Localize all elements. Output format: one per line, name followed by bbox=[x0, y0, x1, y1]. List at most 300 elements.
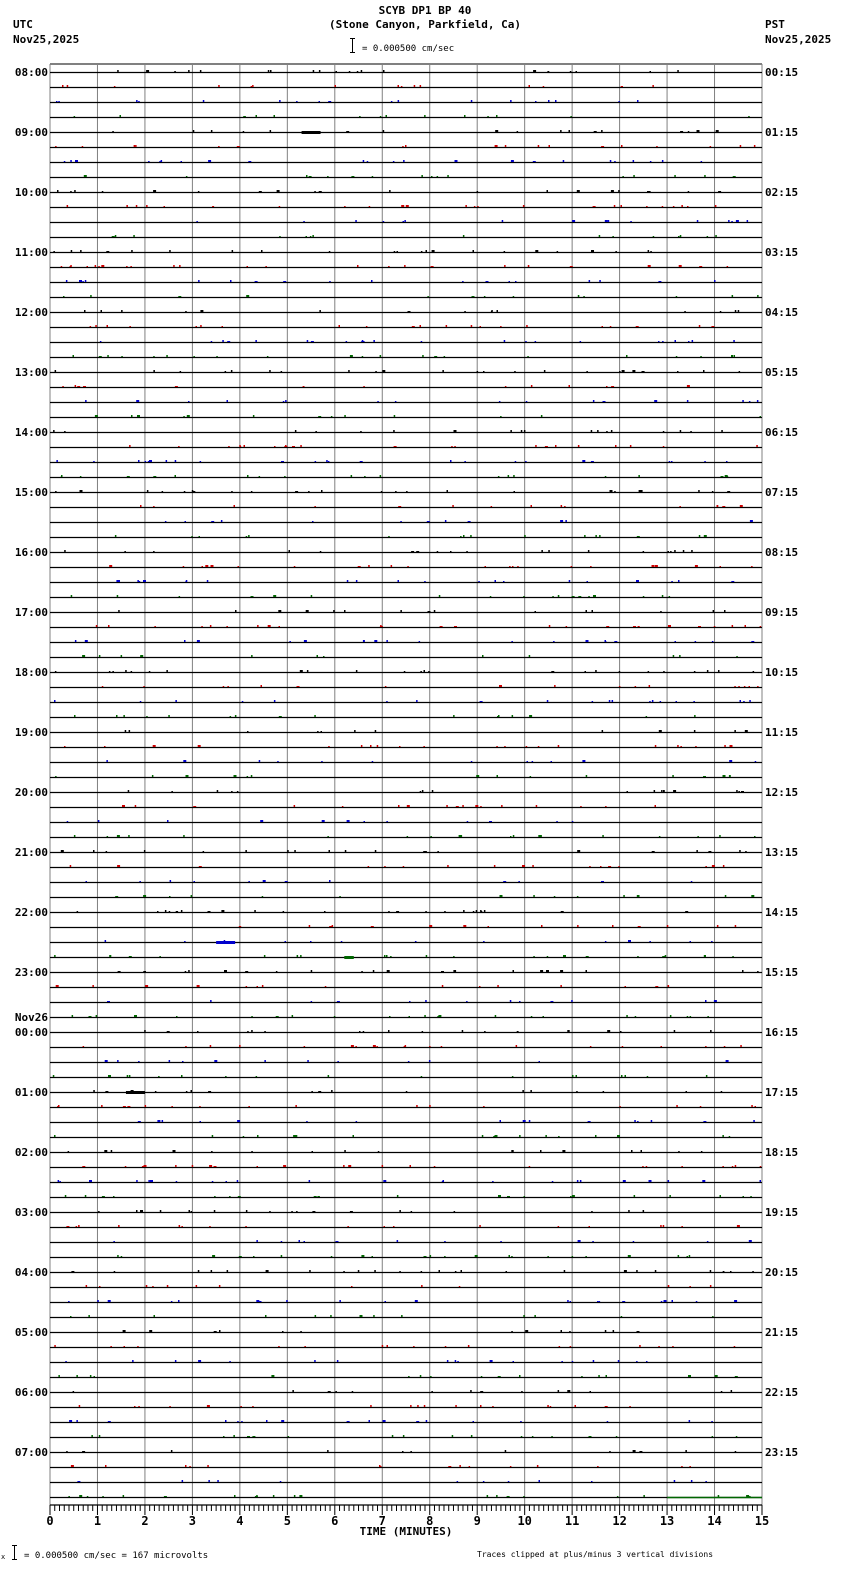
trace-spike bbox=[655, 565, 658, 567]
trace-spike bbox=[514, 491, 516, 492]
trace-spike bbox=[543, 1016, 545, 1017]
trace-spike bbox=[395, 401, 397, 402]
trace-spike bbox=[102, 1196, 105, 1197]
trace-spike bbox=[745, 851, 747, 852]
trace-spike bbox=[245, 1226, 247, 1227]
trace-spike bbox=[593, 400, 595, 402]
trace-spike bbox=[237, 1421, 239, 1422]
trace-spike bbox=[535, 445, 537, 447]
trace-spike bbox=[576, 1091, 578, 1092]
trace-spike bbox=[343, 1271, 345, 1272]
trace-spike bbox=[88, 1315, 90, 1317]
trace-spike bbox=[421, 1076, 423, 1077]
right-time-label: 02:15 bbox=[765, 186, 799, 199]
trace-spike bbox=[186, 1091, 188, 1092]
trace-spike bbox=[618, 1360, 620, 1362]
trace-spike bbox=[551, 1436, 553, 1437]
trace-spike bbox=[218, 146, 220, 147]
trace-spike bbox=[669, 596, 671, 597]
trace-spike bbox=[229, 1196, 231, 1197]
trace-spike bbox=[695, 746, 697, 747]
trace-spike bbox=[663, 1225, 665, 1227]
trace-spike bbox=[75, 640, 77, 642]
trace-spike bbox=[714, 1000, 717, 1002]
trace-spike bbox=[292, 446, 295, 447]
trace-spike bbox=[401, 205, 404, 207]
trace-spike bbox=[296, 101, 298, 102]
trace-spike bbox=[500, 895, 503, 897]
trace-spike bbox=[528, 265, 530, 267]
trace-spike bbox=[498, 476, 500, 477]
trace-spike bbox=[685, 911, 688, 912]
trace-spike bbox=[589, 866, 591, 867]
trace-spike bbox=[689, 1286, 691, 1287]
trace-spike bbox=[552, 1181, 554, 1182]
trace-spike bbox=[278, 1346, 280, 1347]
trace-spike bbox=[84, 175, 87, 177]
trace-spike bbox=[331, 416, 333, 417]
trace-spike bbox=[505, 386, 507, 387]
trace-spike bbox=[712, 1316, 714, 1317]
trace-spike bbox=[255, 340, 257, 342]
trace-spike bbox=[315, 431, 317, 432]
trace-spike bbox=[95, 325, 97, 327]
trace-spike bbox=[171, 791, 173, 792]
trace-spike bbox=[470, 1390, 472, 1392]
trace-spike bbox=[123, 1330, 126, 1332]
trace-spike bbox=[607, 1421, 609, 1422]
trace-spike bbox=[385, 686, 387, 687]
trace-spike bbox=[463, 535, 465, 537]
trace-spike bbox=[681, 1466, 683, 1467]
trace-spike bbox=[738, 310, 740, 312]
trace-spike bbox=[312, 1151, 314, 1152]
trace-spike bbox=[431, 1391, 433, 1392]
trace-spike bbox=[368, 866, 370, 867]
trace-spike bbox=[153, 190, 156, 192]
trace-spike bbox=[637, 956, 639, 957]
trace-spike bbox=[633, 160, 635, 162]
trace-spike bbox=[260, 820, 263, 822]
trace-spike bbox=[191, 1211, 193, 1212]
trace-spike bbox=[630, 445, 632, 447]
trace-spike bbox=[618, 101, 620, 102]
trace-spike bbox=[251, 1151, 253, 1152]
trace-spike bbox=[85, 400, 87, 402]
trace-spike bbox=[231, 791, 233, 792]
trace-spike bbox=[687, 400, 689, 402]
trace-spike bbox=[671, 581, 673, 582]
trace-spike bbox=[57, 190, 59, 192]
trace-spike bbox=[257, 986, 259, 987]
trace-spike bbox=[459, 835, 461, 837]
trace-spike bbox=[185, 971, 187, 972]
trace-spike bbox=[347, 820, 350, 822]
trace-spike bbox=[211, 521, 214, 522]
trace-spike bbox=[595, 535, 597, 537]
trace-spike bbox=[243, 1136, 245, 1137]
axis-tick-label: 4 bbox=[236, 1514, 244, 1528]
trace-spike bbox=[351, 475, 353, 477]
trace-spike bbox=[212, 1255, 215, 1257]
trace-spike bbox=[510, 836, 512, 837]
trace-spike bbox=[74, 116, 76, 117]
trace-spike bbox=[251, 775, 253, 777]
trace-spike bbox=[567, 1300, 569, 1302]
trace-spike bbox=[77, 386, 80, 387]
trace-spike bbox=[520, 1421, 522, 1422]
trace-spike bbox=[269, 370, 271, 372]
trace-spike bbox=[197, 985, 200, 987]
trace-spike bbox=[734, 355, 736, 357]
trace-spike bbox=[589, 1226, 591, 1227]
trace-spike bbox=[259, 476, 261, 477]
trace-spike bbox=[67, 205, 69, 207]
trace-spike bbox=[182, 1480, 184, 1482]
trace-spike bbox=[499, 401, 501, 402]
trace-spike bbox=[292, 1390, 294, 1392]
trace-spike bbox=[510, 430, 512, 432]
trace-spike bbox=[279, 236, 281, 237]
trace-spike bbox=[500, 1241, 502, 1242]
trace-spike bbox=[428, 671, 430, 672]
trace-spike bbox=[699, 535, 701, 537]
trace-spike bbox=[615, 251, 617, 252]
trace-spike bbox=[735, 1165, 737, 1167]
trace-spike bbox=[344, 1150, 346, 1152]
trace-spike bbox=[733, 176, 735, 177]
trace-spike bbox=[437, 176, 439, 177]
trace-spike bbox=[58, 1105, 60, 1107]
trace-spike bbox=[483, 371, 485, 372]
trace-spike bbox=[674, 1030, 676, 1032]
trace-spike bbox=[54, 1135, 56, 1137]
trace-spike bbox=[578, 1240, 581, 1242]
trace-spike bbox=[479, 986, 481, 987]
trace-spike bbox=[444, 1256, 446, 1257]
trace-spike bbox=[54, 955, 56, 957]
trace-spike bbox=[284, 476, 286, 477]
trace-spike bbox=[658, 1346, 660, 1347]
trace-spike bbox=[186, 775, 189, 777]
trace-spike bbox=[122, 805, 125, 807]
trace-spike bbox=[457, 1481, 459, 1482]
trace-spike bbox=[74, 190, 76, 192]
trace-spike bbox=[355, 220, 357, 222]
trace-spike bbox=[561, 911, 564, 912]
trace-spike bbox=[755, 761, 757, 762]
trace-spike bbox=[652, 565, 655, 567]
trace-spike bbox=[699, 266, 702, 267]
trace-spike bbox=[428, 611, 431, 612]
trace-spike bbox=[102, 686, 104, 687]
trace-spike bbox=[155, 1091, 157, 1092]
trace-spike bbox=[524, 430, 526, 432]
trace-spike bbox=[259, 760, 261, 762]
trace-spike bbox=[328, 1391, 331, 1392]
trace-spike bbox=[80, 476, 82, 477]
trace-spike bbox=[67, 821, 69, 822]
trace-spike bbox=[266, 1420, 268, 1422]
trace-spike bbox=[99, 356, 102, 357]
trace-spike bbox=[169, 250, 171, 252]
trace-spike bbox=[738, 686, 740, 687]
trace-spike bbox=[648, 250, 650, 252]
trace-spike bbox=[123, 715, 125, 717]
trace-spike bbox=[480, 1405, 482, 1407]
trace-spike bbox=[191, 1090, 193, 1092]
footer-scale-text: = 0.000500 cm/sec = 167 microvolts bbox=[24, 1551, 209, 1561]
trace-spike bbox=[84, 310, 86, 312]
trace-spike bbox=[311, 341, 314, 342]
trace-spike bbox=[441, 971, 444, 972]
trace-spike bbox=[334, 1016, 336, 1017]
trace-spike bbox=[609, 1451, 611, 1452]
trace-spike bbox=[55, 370, 57, 372]
trace-spike bbox=[655, 805, 657, 807]
trace-spike bbox=[737, 1225, 740, 1227]
trace-spike bbox=[426, 250, 428, 252]
trace-spike bbox=[704, 175, 706, 177]
trace-spike bbox=[700, 356, 702, 357]
trace-spike bbox=[554, 685, 556, 687]
trace-spike bbox=[724, 745, 726, 747]
trace-spike bbox=[297, 686, 300, 687]
left-time-label: 00:00 bbox=[14, 1026, 48, 1039]
trace-spike bbox=[447, 865, 449, 867]
trace-spike bbox=[463, 925, 466, 927]
trace-spike bbox=[391, 565, 393, 567]
trace-spike bbox=[610, 160, 612, 162]
trace-spike bbox=[268, 625, 271, 627]
trace-spike bbox=[346, 341, 348, 342]
trace-spike bbox=[70, 191, 72, 192]
trace-spike bbox=[137, 580, 139, 582]
trace-spike bbox=[67, 85, 69, 87]
right-time-label: 09:15 bbox=[765, 606, 799, 619]
trace-spike bbox=[681, 1226, 683, 1227]
trace-spike bbox=[372, 176, 374, 177]
trace-spike bbox=[476, 910, 478, 912]
trace-spike bbox=[464, 461, 466, 462]
trace-spike bbox=[735, 1451, 737, 1452]
trace-spike bbox=[127, 1106, 130, 1107]
trace-spike bbox=[251, 655, 253, 657]
trace-spike bbox=[522, 865, 525, 867]
trace-spike bbox=[162, 1120, 164, 1122]
trace-spike bbox=[726, 461, 728, 462]
trace-spike bbox=[637, 1121, 639, 1122]
trace-spike bbox=[85, 640, 88, 642]
trace-spike bbox=[701, 1151, 703, 1152]
trace-spike bbox=[628, 940, 631, 942]
trace-spike bbox=[519, 1375, 521, 1377]
trace-spike bbox=[312, 235, 314, 237]
trace-spike bbox=[200, 325, 202, 327]
trace-spike bbox=[455, 1360, 457, 1362]
trace-spike bbox=[357, 71, 359, 72]
axis-tick-label: 6 bbox=[331, 1514, 339, 1528]
trace-spike bbox=[293, 1135, 296, 1137]
trace-spike bbox=[408, 311, 411, 312]
trace-spike bbox=[498, 715, 500, 717]
trace-spike bbox=[585, 1256, 587, 1257]
trace-spike bbox=[473, 250, 475, 252]
trace-spike bbox=[511, 1150, 513, 1152]
trace-spike bbox=[123, 1106, 126, 1107]
trace-spike bbox=[188, 401, 190, 402]
trace-spike bbox=[680, 235, 682, 237]
trace-spike bbox=[648, 671, 650, 672]
trace-spike bbox=[687, 1016, 689, 1017]
trace-spike bbox=[152, 1286, 154, 1287]
trace-spike bbox=[53, 251, 55, 252]
trace-spike bbox=[502, 220, 504, 222]
trace-spike bbox=[372, 1256, 374, 1257]
trace-spike bbox=[167, 820, 169, 822]
trace-spike bbox=[77, 911, 79, 912]
trace-spike bbox=[434, 356, 437, 357]
trace-spike bbox=[712, 641, 714, 642]
axis-tick-label: 13 bbox=[659, 1514, 675, 1528]
chart-title: SCYB DP1 BP 40 bbox=[378, 4, 472, 17]
trace-spike bbox=[689, 1420, 691, 1422]
trace-spike bbox=[678, 1151, 680, 1152]
trace-spike bbox=[208, 1091, 211, 1092]
trace-spike bbox=[497, 310, 499, 312]
trace-spike bbox=[153, 551, 155, 552]
trace-spike bbox=[440, 626, 443, 627]
trace-spike bbox=[217, 1480, 219, 1482]
trace-spike bbox=[318, 1091, 321, 1092]
trace-spike bbox=[732, 956, 734, 957]
trace-spike bbox=[691, 1480, 693, 1482]
trace-spike bbox=[643, 1210, 645, 1212]
trace-spike bbox=[169, 1406, 171, 1407]
trace-spike bbox=[680, 430, 682, 432]
trace-spike bbox=[279, 100, 281, 102]
trace-spike bbox=[93, 850, 95, 852]
trace-spike bbox=[480, 701, 483, 702]
trace-spike bbox=[132, 1360, 134, 1362]
trace-spike bbox=[117, 865, 120, 867]
trace-spike bbox=[128, 790, 130, 792]
trace-spike bbox=[202, 566, 204, 567]
trace-spike bbox=[322, 820, 325, 822]
trace-spike bbox=[370, 1405, 372, 1407]
trace-spike bbox=[419, 641, 421, 642]
trace-spike bbox=[505, 1450, 507, 1452]
trace-spike bbox=[593, 1360, 595, 1362]
trace-spike bbox=[210, 1000, 212, 1002]
trace-spike bbox=[619, 671, 621, 672]
trace-spike bbox=[356, 1121, 358, 1122]
trace-spike bbox=[246, 1210, 248, 1212]
trace-spike bbox=[495, 1015, 497, 1017]
trace-spike bbox=[540, 970, 543, 972]
trace-spike bbox=[165, 521, 167, 522]
trace-spike bbox=[650, 71, 652, 72]
trace-spike bbox=[713, 610, 715, 612]
trace-spike bbox=[715, 235, 717, 237]
trace-spike bbox=[500, 326, 502, 327]
trace-spike bbox=[82, 655, 85, 657]
trace-spike bbox=[710, 1285, 712, 1287]
trace-spike bbox=[668, 1285, 670, 1287]
trace-spike bbox=[207, 580, 209, 582]
trace-spike bbox=[723, 1271, 725, 1272]
trace-spike bbox=[712, 1436, 714, 1437]
trace-spike bbox=[727, 476, 729, 477]
trace-spike bbox=[173, 1150, 176, 1152]
trace-spike bbox=[706, 1075, 708, 1077]
trace-spike bbox=[181, 1075, 183, 1077]
trace-spike bbox=[408, 1376, 410, 1377]
trace-spike bbox=[445, 1346, 447, 1347]
trace-spike bbox=[562, 1150, 565, 1152]
trace-spike bbox=[601, 130, 603, 132]
trace-spike bbox=[99, 655, 101, 657]
axis-tick-label: 11 bbox=[564, 1514, 580, 1528]
trace-spike bbox=[593, 206, 596, 207]
trace-spike bbox=[331, 1090, 333, 1092]
trace-spike bbox=[485, 566, 487, 567]
trace-spike bbox=[716, 130, 719, 132]
trace-spike bbox=[394, 415, 396, 417]
trace-spike bbox=[424, 670, 426, 672]
trace-spike bbox=[153, 356, 155, 357]
trace-spike bbox=[138, 1406, 140, 1407]
trace-spike bbox=[633, 1241, 635, 1242]
trace-spike bbox=[135, 145, 137, 147]
trace-spike bbox=[494, 865, 496, 867]
trace-spike bbox=[208, 911, 211, 912]
trace-spike bbox=[78, 1225, 80, 1227]
trace-spike bbox=[198, 745, 201, 747]
trace-spike bbox=[140, 505, 142, 507]
trace-spike bbox=[229, 1361, 231, 1362]
trace-spike bbox=[227, 686, 229, 687]
trace-spike bbox=[519, 1001, 521, 1002]
trace-spike bbox=[383, 70, 385, 72]
trace-spike bbox=[97, 1300, 99, 1302]
right-time-label: 14:15 bbox=[765, 906, 799, 919]
trace-spike bbox=[306, 236, 308, 237]
trace-spike bbox=[325, 986, 327, 987]
trace-spike bbox=[98, 266, 100, 267]
trace-spike bbox=[622, 1046, 624, 1047]
trace-spike bbox=[661, 1301, 663, 1302]
trace-spike bbox=[386, 821, 388, 822]
trace-spike bbox=[576, 1075, 578, 1077]
trace-spike bbox=[154, 1315, 156, 1317]
trace-spike bbox=[572, 1195, 575, 1197]
trace-spike bbox=[104, 746, 106, 747]
trace-spike bbox=[348, 370, 350, 372]
trace-spike bbox=[646, 206, 648, 207]
trace-spike bbox=[200, 1121, 202, 1122]
trace-spike bbox=[404, 220, 406, 222]
trace-spike bbox=[113, 1196, 115, 1197]
trace-spike bbox=[307, 670, 309, 672]
trace-spike bbox=[760, 1180, 762, 1182]
trace-spike bbox=[704, 535, 707, 537]
trace-spike bbox=[577, 896, 579, 897]
trace-spike bbox=[83, 386, 86, 387]
trace-spike bbox=[703, 776, 706, 777]
trace-spike bbox=[208, 160, 211, 162]
trace-spike bbox=[273, 595, 276, 597]
